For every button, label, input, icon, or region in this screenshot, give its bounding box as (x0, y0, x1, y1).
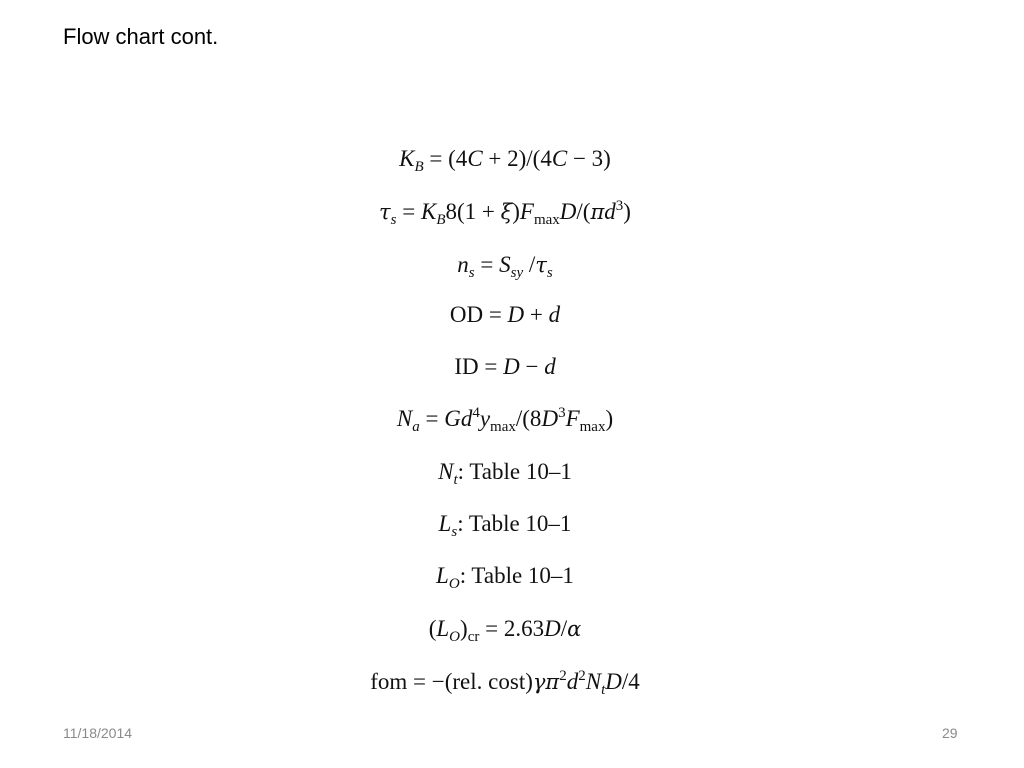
page-number: 29 (942, 725, 958, 741)
equation-na: $N_a = Gd^4y_{max}/(8D^3F_{max})$ (396, 405, 614, 435)
equation-fom: fom = −(rel. $\cos t)\gamma\pi^2d^2N_tD/4$ (370, 668, 640, 698)
od-label: OD (449, 302, 484, 327)
equation-lo: $L_O$: Table 10–1 (436, 563, 574, 592)
equation-ls: $L_s$: Table 10–1 (438, 511, 572, 540)
table-ref: Table 10–1 (468, 511, 572, 536)
table-ref: Table 10–1 (469, 459, 572, 484)
id-label: ID (454, 354, 479, 379)
equation-od: OD = D + d (449, 302, 561, 327)
equation-nt: $N_t$: Table 10–1 (438, 459, 572, 488)
slide-title: Flow chart cont. (63, 24, 219, 49)
coef: 2.63 (503, 616, 545, 641)
rel-cost: −(rel. cost) (431, 669, 533, 694)
equation-lo-cr: $(L_O)_{cr} = 2.63D/\alpha$ (428, 616, 582, 645)
equation-tau-s: $\tau_s = K_B8(1 + \xi)F_{max}D/(\pi d^3)$ (379, 198, 631, 228)
fom-label: fom (370, 669, 408, 694)
equation-kb: $K_B = (4C + 2)/(4C - 3)$ (399, 146, 611, 175)
equation-id: ID = D − d (454, 354, 556, 379)
equation-ns: $n_s = S_{sy}$ $/\tau_s$ (457, 252, 553, 281)
footer-date: 11/18/2014 (63, 725, 133, 741)
table-ref: Table 10–1 (471, 563, 574, 588)
